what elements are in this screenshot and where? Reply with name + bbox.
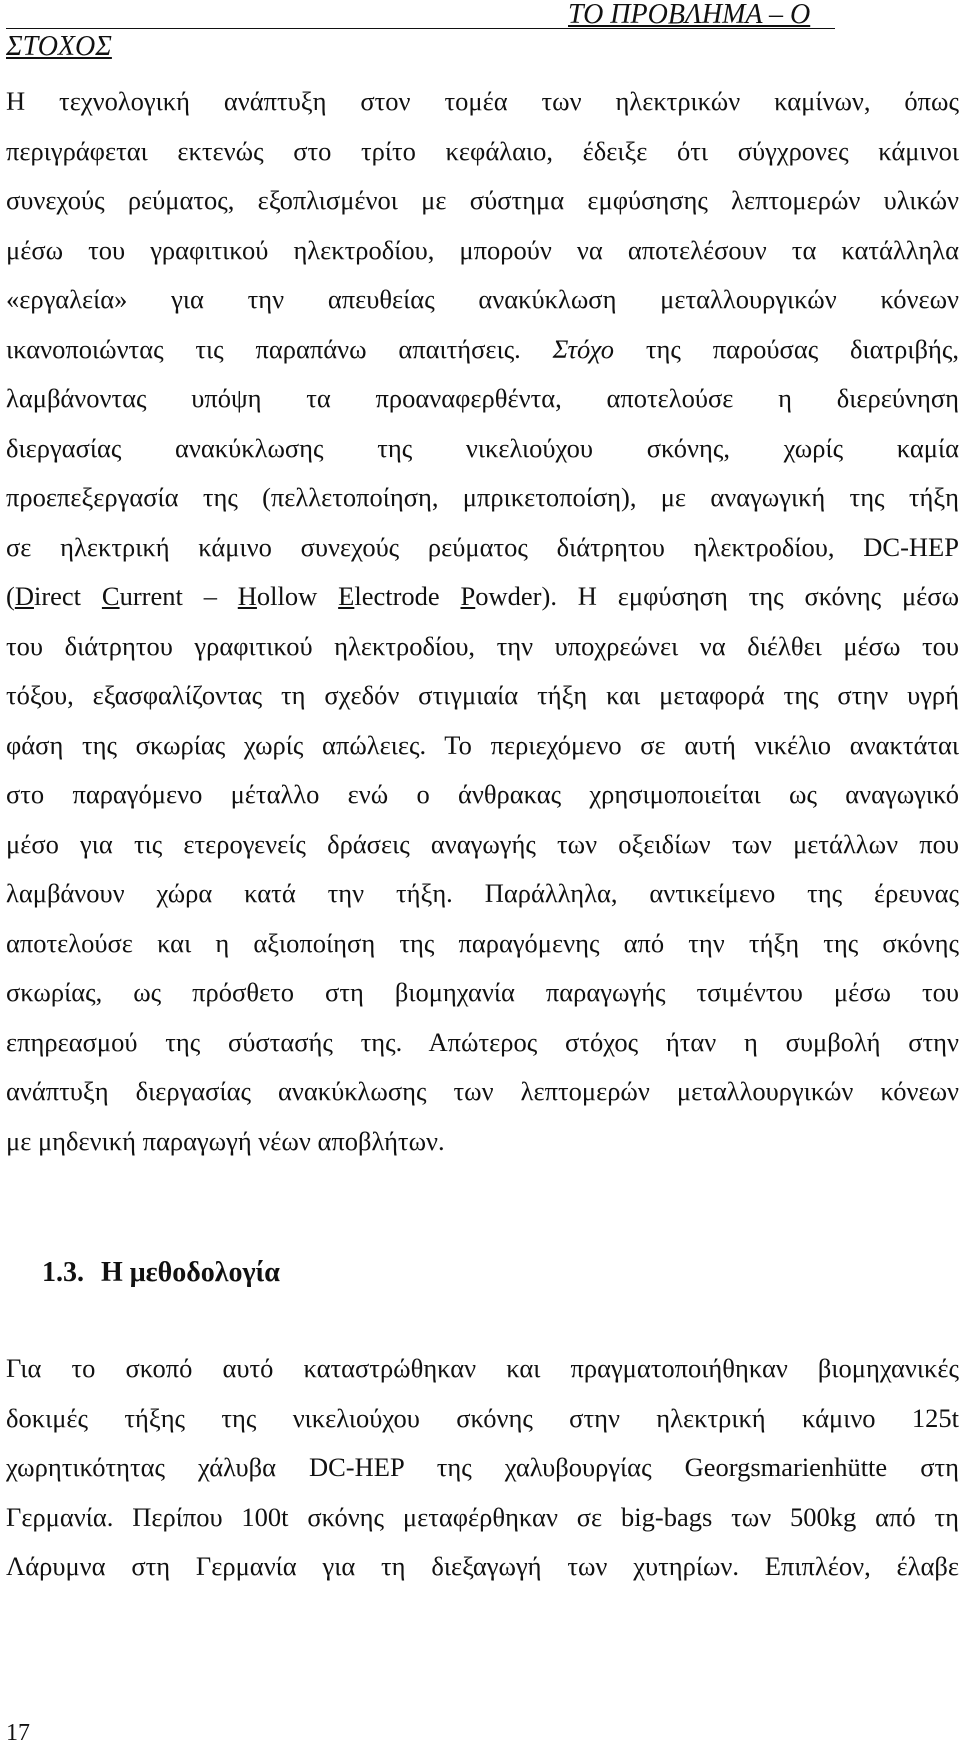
- italic-word: Στόχο: [552, 333, 615, 364]
- text-line: επηρεασμού της σύστασής της. Απώτερος στόχος ήταν η συμβολή στην: [6, 1026, 959, 1057]
- text-segment: ollow: [256, 581, 318, 611]
- text-line: αποτελούσε και η αξιοποίηση της παραγόμενης από την τήξη της σκόνης: [6, 927, 959, 958]
- text-line: λαμβάνουν χώρα κατά την τήξη. Παράλληλα, αντικείμενο της έρευνας: [6, 878, 959, 908]
- text-segment: owder).: [475, 581, 557, 611]
- text-segment: (: [6, 581, 15, 611]
- text-line: [6, 325, 959, 375]
- text-line: μέσο για τις ετερογενείς δράσεις αναγωγής των οξειδίων των μετάλλων που: [6, 828, 959, 859]
- text-line: προεπεξεργασία της (πελλετοποίηση, μπρικετοποίση), με αναγωγική της τήξη: [6, 482, 959, 512]
- paragraph-methodology: [6, 1344, 959, 1592]
- text-line: δοκιμές τήξης της νικελιούχου σκόνης στην ηλεκτρική κάμινο 125t: [6, 1402, 959, 1433]
- text-line: με μηδενική παραγωγή νέων αποβλήτων.: [6, 1125, 445, 1156]
- text-line: χωρητικότητας χάλυβα DC-HEP της χαλυβουργίας Georgsmarienhütte στη: [6, 1452, 959, 1482]
- text-line: σκωρίας, ως πρόσθετο στη βιομηχανία παραγωγής τσιμέντου μέσω του: [6, 977, 959, 1007]
- text-segment: lectrode: [354, 581, 440, 611]
- text-line: [6, 572, 959, 622]
- text-line: λαμβάνοντας υπόψη τα προαναφερθέντα, αποτελούσε η διερεύνηση: [6, 383, 959, 413]
- section-title: Η μεθοδολογία: [101, 1257, 280, 1288]
- paragraph-goal: [6, 77, 959, 1166]
- text-segment: urrent –: [119, 581, 238, 611]
- text-line: Λάρυμνα στη Γερμανία για τη διεξαγωγή των χυτηρίων. Επιπλέον, έλαβε: [6, 1551, 959, 1581]
- section-heading: [42, 1257, 280, 1289]
- acronym-letter: H: [237, 581, 257, 611]
- text-line: φάση της σκωρίας χωρίς απώλειες. Το περιεχόμενο σε αυτή νικέλιο ανακτάται: [6, 729, 959, 760]
- text-line: Γερμανία. Περίπου 100t σκόνης μεταφέρθηκαν σε big-bags των 500kg από τη: [6, 1501, 959, 1532]
- text-line: συνεχούς ρεύματος, εξοπλισμένοι με σύστημα εμφύσησης λεπτομερών υλικών: [6, 185, 959, 215]
- acronym-letter: P: [460, 581, 476, 611]
- acronym-letter: E: [338, 581, 355, 611]
- text-segment: της παρούσας διατριβής,: [645, 333, 959, 364]
- text-line: τόξου, εξασφαλίζοντας τη σχεδόν στιγμιαία τήξη και μεταφορά της στην υγρή: [6, 680, 959, 710]
- text-line: Η τεχνολογική ανάπτυξη στον τομέα των ηλεκτρικών καμίνων, όπως: [6, 86, 959, 116]
- text-line: σε ηλεκτρική κάμινο συνεχούς ρεύματος διάτρητου ηλεκτροδίου, DC-HEP: [6, 531, 959, 562]
- text-segment: ικανοποιώντας τις παραπάνω απαιτήσεις.: [6, 333, 521, 364]
- text-line: περιγράφεται εκτενώς στο τρίτο κεφάλαιο, έδειξε ότι σύγχρονες κάμινοι: [6, 135, 959, 166]
- text-line: στο παραγόμενο μέταλλο ενώ ο άνθρακας χρησιμοποιείται ως αναγωγικό: [6, 779, 959, 809]
- heading-title-part1: ΤΟ ΠΡΟΒΛΗΜΑ – Ο: [568, 0, 811, 30]
- heading-underline: [6, 28, 835, 29]
- section-number: 1.3.: [42, 1257, 84, 1288]
- text-line: «εργαλεία» για την απευθείας ανακύκλωση μεταλλουργικών κόνεων: [6, 284, 959, 314]
- text-line: του διάτρητου γραφιτικού ηλεκτροδίου, την υποχρεώνει να διέλθει μέσω του: [6, 630, 959, 661]
- text-segment: Η εμφύσηση της σκόνης μέσω: [577, 581, 960, 611]
- acronym-letter: C: [101, 581, 120, 611]
- text-segment: irect: [33, 581, 82, 611]
- text-line: Για το σκοπό αυτό καταστρώθηκαν και πραγματοποιήθηκαν βιομηχανικές: [6, 1353, 959, 1383]
- acronym-letter: D: [14, 581, 34, 611]
- text-line: μέσω του γραφιτικού ηλεκτροδίου, μπορούν να αποτελέσουν τα κατάλληλα: [6, 234, 959, 265]
- text-line: ανάπτυξη διεργασίας ανακύκλωσης των λεπτομερών μεταλλουργικών κόνεων: [6, 1076, 959, 1106]
- text-line: διεργασίας ανακύκλωσης της νικελιούχου σκόνης, χωρίς καμία: [6, 432, 959, 463]
- heading-title-part2: ΣΤΟΧΟΣ: [6, 31, 112, 62]
- page-number: 17: [6, 1720, 30, 1746]
